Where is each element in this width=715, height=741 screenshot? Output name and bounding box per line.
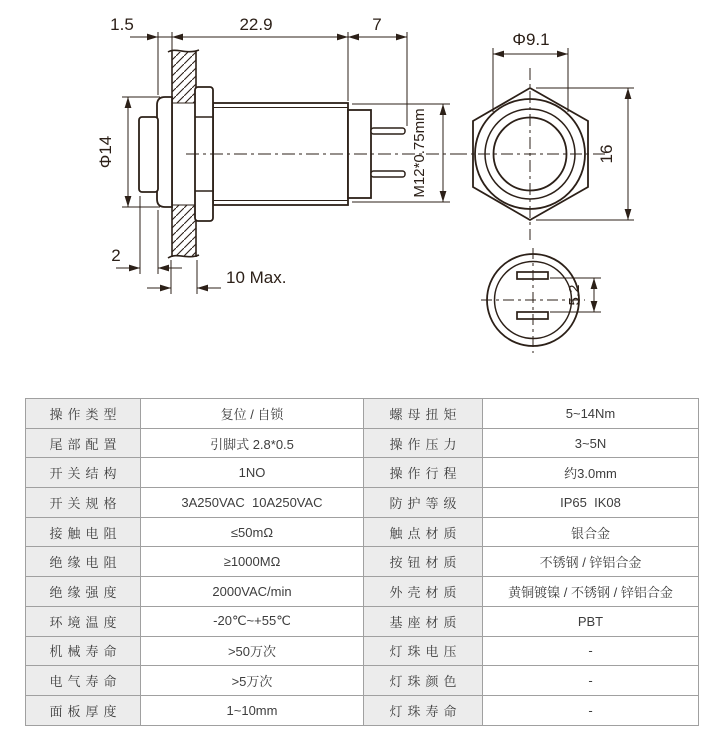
spec-label-cell: 灯珠电压 [364,636,483,666]
terminal-pin-bottom [371,171,405,177]
button-cap [139,117,158,192]
table-row [26,428,699,458]
spec-label-cell: 操作压力 [364,428,483,458]
spec-value-cell: 约3.0mm [483,458,699,488]
table-row [26,577,699,607]
spec-label-cell: 触点材质 [364,517,483,547]
spec-value-cell: 1NO [141,458,364,488]
spec-label-cell: 灯珠颜色 [364,666,483,696]
spec-label-cell: 外壳材质 [364,577,483,607]
spec-label-cell: 绝缘强度 [26,577,141,607]
spec-value-cell: - [483,666,699,696]
spec-value-cell: 3A250VAC 10A250VAC [141,488,364,518]
spec-value-cell: >50万次 [141,636,364,666]
spec-label-cell: 电气寿命 [26,666,141,696]
spec-label-cell: 灯珠寿命 [364,695,483,725]
spec-value-cell: 黄铜镀镍 / 不锈钢 / 锌铝合金 [483,577,699,607]
table-row [26,547,699,577]
table-row [26,636,699,666]
spec-value-cell: PBT [483,606,699,636]
bezel-flange [157,97,172,207]
spec-value-cell: 1~10mm [141,695,364,725]
spec-value-cell: 3~5N [483,428,699,458]
spec-label-cell: 按钮材质 [364,547,483,577]
terminal-pin-top [371,128,405,134]
spec-value-cell: >5万次 [141,666,364,696]
table-row [26,606,699,636]
spec-value-cell: ≤50mΩ [141,517,364,547]
terminal-view [481,248,601,353]
table-row [26,666,699,696]
spec-value-cell: - [483,636,699,666]
spec-value-cell: 2000VAC/min [141,577,364,607]
front-view [455,30,634,240]
spec-table [25,398,699,726]
spec-label-cell: 基座材质 [364,606,483,636]
dim-label-head-diameter: Φ14 [96,135,115,169]
dim-label-pin-length: 7 [372,15,382,34]
spec-value-cell: 银合金 [483,517,699,547]
threaded-body [213,103,348,205]
table-row [26,458,699,488]
spec-label-cell: 开关规格 [26,488,141,518]
dim-label-body-length: 22.9 [239,15,273,34]
spec-label-cell: 面板厚度 [26,695,141,725]
spec-value-cell: - [483,695,699,725]
side-view [96,15,460,294]
dim-label-thread: M12*0.75mm [411,108,428,198]
spec-value-cell: 引脚式 2.8*0.5 [141,428,364,458]
spec-label-cell: 操作类型 [26,399,141,429]
spec-label-cell: 开关结构 [26,458,141,488]
dim-label-button-protrusion: 2 [111,246,121,265]
spec-value-cell: 5~14Nm [483,399,699,429]
spec-value-cell: ≥1000MΩ [141,547,364,577]
table-row [26,488,699,518]
table-row [26,695,699,725]
dim-label-button-diameter: Φ9.1 [512,30,550,49]
spec-value-cell: IP65 IK08 [483,488,699,518]
spec-value-cell: 复位 / 自锁 [141,399,364,429]
spec-value-cell: 不锈钢 / 锌铝合金 [483,547,699,577]
dim-label-terminal-spacing: 5.2 [566,284,583,306]
dim-label-hex-width: 16 [597,144,616,164]
dim-label-cap-protrusion: 1.5 [110,15,134,34]
spec-value-cell: -20℃~+55℃ [141,606,364,636]
spec-label-cell: 防护等级 [364,488,483,518]
spec-label-cell: 尾部配置 [26,428,141,458]
table-row [26,399,699,429]
spec-label-cell: 机械寿命 [26,636,141,666]
spec-label-cell: 环境温度 [26,606,141,636]
spec-label-cell: 绝缘电阻 [26,547,141,577]
spec-label-cell: 操作行程 [364,458,483,488]
spec-label-cell: 接触电阻 [26,517,141,547]
spec-label-cell: 螺母扭矩 [364,399,483,429]
dim-label-panel-thickness: 10 Max. [226,268,287,287]
table-row [26,517,699,547]
